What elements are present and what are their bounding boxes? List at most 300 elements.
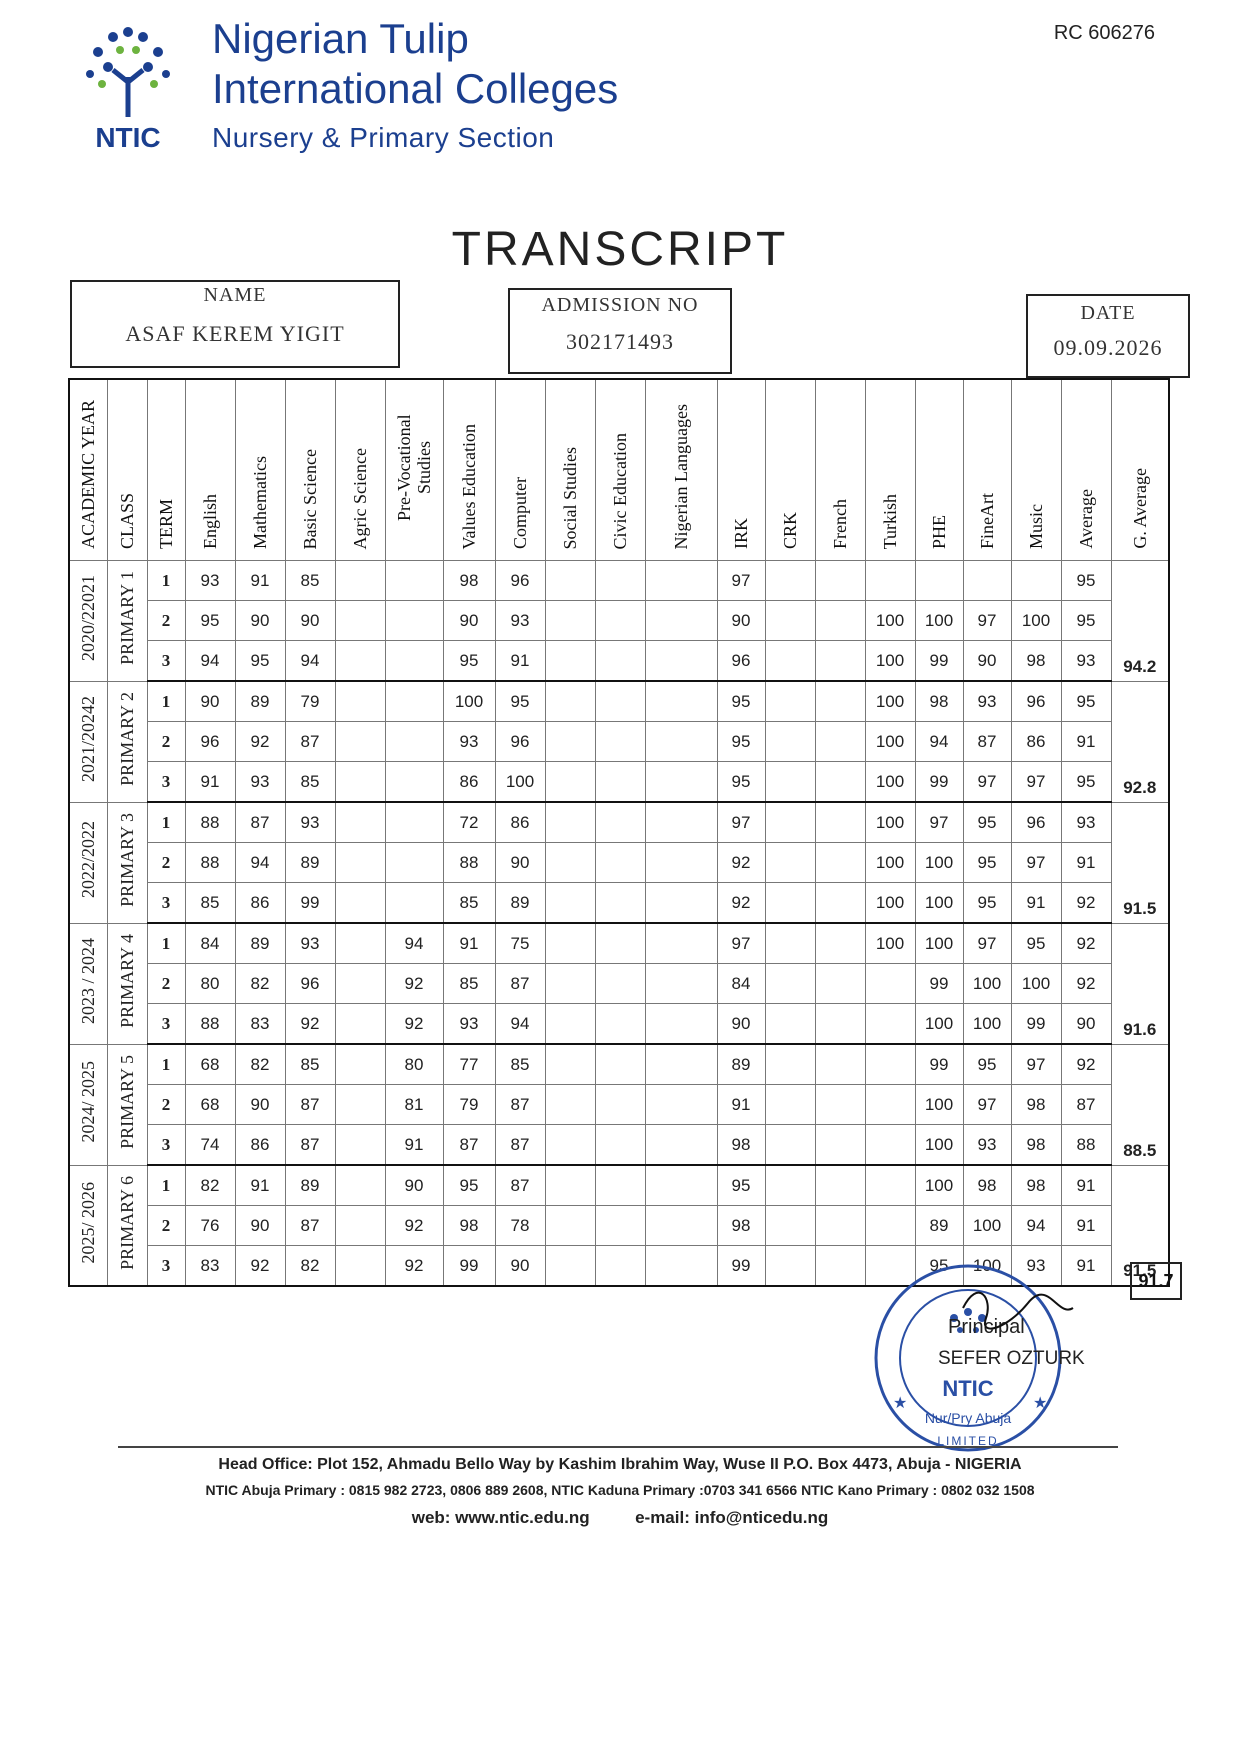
score-cell xyxy=(335,1125,385,1166)
score-cell xyxy=(865,1165,915,1206)
score-cell: 95 xyxy=(963,883,1011,924)
score-cell: 100 xyxy=(865,681,915,722)
score-cell: 88 xyxy=(185,843,235,883)
term-cell: 1 xyxy=(147,802,185,843)
column-header xyxy=(915,379,963,561)
score-cell: 88 xyxy=(443,843,495,883)
score-cell xyxy=(765,601,815,641)
score-cell: 92 xyxy=(1061,883,1111,924)
table-row xyxy=(69,923,1169,964)
column-header-label: CRK xyxy=(780,511,800,549)
column-header xyxy=(1061,379,1111,561)
score-cell xyxy=(545,1246,595,1287)
score-cell xyxy=(645,883,717,924)
grand-average-cell: 92.8 xyxy=(1111,681,1169,802)
score-cell: 98 xyxy=(915,681,963,722)
score-cell: 91 xyxy=(1061,722,1111,762)
class-name: PRIMARY 3 xyxy=(116,813,137,907)
column-header-label: Nigerian Languages xyxy=(671,403,691,549)
score-cell xyxy=(335,843,385,883)
score-cell: 100 xyxy=(915,843,963,883)
score-cell xyxy=(645,923,717,964)
score-cell: 91 xyxy=(235,561,285,601)
score-cell xyxy=(335,722,385,762)
term-cell: 1 xyxy=(147,1165,185,1206)
school-name xyxy=(212,14,618,114)
score-cell: 90 xyxy=(235,1085,285,1125)
score-cell: 98 xyxy=(963,1165,1011,1206)
score-cell: 100 xyxy=(865,802,915,843)
footer-web[interactable]: web: www.ntic.edu.ng xyxy=(411,1508,590,1527)
score-cell: 95 xyxy=(1061,762,1111,803)
score-cell xyxy=(545,601,595,641)
score-cell xyxy=(765,641,815,682)
score-cell: 91 xyxy=(185,762,235,803)
score-cell: 98 xyxy=(443,561,495,601)
score-cell xyxy=(815,802,865,843)
column-header xyxy=(717,379,765,561)
score-cell xyxy=(645,561,717,601)
signatory-role: Principal xyxy=(948,1316,1025,1338)
academic-year: 2023 / 2024 xyxy=(77,937,98,1024)
score-cell: 90 xyxy=(1061,1004,1111,1045)
transcript-date: 09.09.2026 xyxy=(1053,335,1163,360)
score-cell: 91 xyxy=(443,923,495,964)
score-cell: 95 xyxy=(963,843,1011,883)
score-cell: 96 xyxy=(495,561,545,601)
column-header-label: Social Studies xyxy=(560,446,580,549)
score-cell: 89 xyxy=(235,923,285,964)
score-cell: 93 xyxy=(285,802,335,843)
score-cell: 94 xyxy=(495,1004,545,1045)
column-header-label: ACADEMIC YEAR xyxy=(78,400,99,549)
score-cell: 94 xyxy=(285,641,335,682)
academic-year-cell xyxy=(69,681,107,802)
score-cell: 68 xyxy=(185,1044,235,1085)
score-cell: 97 xyxy=(717,802,765,843)
score-cell: 84 xyxy=(185,923,235,964)
score-cell: 80 xyxy=(185,964,235,1004)
score-cell xyxy=(865,1125,915,1166)
table-row xyxy=(69,1206,1169,1246)
column-header-label: Civic Education xyxy=(610,432,630,549)
score-cell: 98 xyxy=(1011,1085,1061,1125)
score-cell: 79 xyxy=(443,1085,495,1125)
score-cell: 92 xyxy=(385,1004,443,1045)
score-cell: 91 xyxy=(385,1125,443,1166)
score-cell: 100 xyxy=(865,722,915,762)
score-cell: 97 xyxy=(963,1085,1011,1125)
score-cell xyxy=(595,681,645,722)
score-cell: 93 xyxy=(443,722,495,762)
score-cell: 79 xyxy=(285,681,335,722)
score-cell: 98 xyxy=(443,1206,495,1246)
class-name: PRIMARY 4 xyxy=(116,934,137,1028)
score-cell: 99 xyxy=(915,762,963,803)
footer-email[interactable]: e-mail: info@nticedu.ng xyxy=(635,1508,829,1527)
score-cell: 99 xyxy=(915,641,963,682)
score-cell: 97 xyxy=(1011,843,1061,883)
score-cell xyxy=(815,1125,865,1166)
academic-year-cell xyxy=(69,802,107,923)
grand-average-cell: 88.5 xyxy=(1111,1044,1169,1165)
score-cell: 97 xyxy=(1011,762,1061,803)
score-cell: 86 xyxy=(495,802,545,843)
score-cell xyxy=(385,762,443,803)
score-cell: 85 xyxy=(443,964,495,1004)
score-cell: 93 xyxy=(185,561,235,601)
score-cell: 93 xyxy=(1011,1246,1061,1287)
score-cell: 89 xyxy=(495,883,545,924)
transcript-table xyxy=(68,378,1170,1287)
score-cell xyxy=(335,1044,385,1085)
score-cell: 100 xyxy=(443,681,495,722)
score-cell xyxy=(335,883,385,924)
score-cell xyxy=(595,1085,645,1125)
score-cell: 83 xyxy=(185,1246,235,1287)
score-cell: 89 xyxy=(285,1165,335,1206)
table-row xyxy=(69,1165,1169,1206)
score-cell: 68 xyxy=(185,1085,235,1125)
score-cell: 89 xyxy=(235,681,285,722)
score-cell: 98 xyxy=(717,1206,765,1246)
score-cell xyxy=(865,1044,915,1085)
score-cell xyxy=(645,1206,717,1246)
score-cell: 99 xyxy=(717,1246,765,1287)
score-cell: 95 xyxy=(963,1044,1011,1085)
score-cell: 85 xyxy=(443,883,495,924)
score-cell xyxy=(645,722,717,762)
score-cell xyxy=(595,843,645,883)
score-cell: 99 xyxy=(443,1246,495,1287)
score-cell xyxy=(335,641,385,682)
footer-address: Head Office: Plot 152, Ahmadu Bello Way by Kashim Ibrahim Way, Wuse II P.O. Box 4473, Abuja - NIGERIA xyxy=(218,1456,1022,1473)
table-row xyxy=(69,681,1169,722)
score-cell: 90 xyxy=(963,641,1011,682)
score-cell xyxy=(335,923,385,964)
score-cell: 95 xyxy=(443,641,495,682)
score-cell xyxy=(815,1165,865,1206)
score-cell xyxy=(545,1125,595,1166)
tulip-tree-icon xyxy=(78,22,178,122)
date-box xyxy=(1026,294,1190,378)
class-cell xyxy=(107,1044,147,1165)
score-cell: 93 xyxy=(963,681,1011,722)
score-cell: 87 xyxy=(495,964,545,1004)
term-cell: 1 xyxy=(147,681,185,722)
admission-label: ADMISSION NO xyxy=(541,294,699,316)
column-header-label: Basic Science xyxy=(300,448,320,549)
score-cell: 100 xyxy=(865,601,915,641)
score-cell xyxy=(335,1165,385,1206)
academic-year-cell xyxy=(69,561,107,682)
column-header-label: Computer xyxy=(510,477,530,549)
score-cell: 97 xyxy=(717,561,765,601)
official-stamp xyxy=(868,1258,1098,1458)
score-cell xyxy=(915,561,963,601)
score-cell xyxy=(545,1085,595,1125)
score-cell xyxy=(765,1085,815,1125)
score-cell xyxy=(765,1044,815,1085)
score-cell: 97 xyxy=(963,923,1011,964)
score-cell xyxy=(385,681,443,722)
column-header xyxy=(69,379,107,561)
score-cell: 97 xyxy=(915,802,963,843)
score-cell: 86 xyxy=(235,883,285,924)
score-cell xyxy=(963,561,1011,601)
admission-box xyxy=(508,288,732,374)
score-cell: 91 xyxy=(235,1165,285,1206)
score-cell xyxy=(545,1165,595,1206)
column-header xyxy=(815,379,865,561)
score-cell xyxy=(645,843,717,883)
score-cell: 100 xyxy=(963,1004,1011,1045)
column-header-label: CLASS xyxy=(117,492,137,549)
score-cell xyxy=(335,1004,385,1045)
column-header-label: Average xyxy=(1076,489,1096,549)
column-header-label: Agric Science xyxy=(350,447,370,549)
academic-year: 2022/2022 xyxy=(77,821,98,899)
score-cell xyxy=(335,681,385,722)
score-cell: 86 xyxy=(443,762,495,803)
footer-divider xyxy=(118,1446,1118,1448)
score-cell xyxy=(545,641,595,682)
score-cell xyxy=(385,722,443,762)
table-row xyxy=(69,802,1169,843)
svg-text:★: ★ xyxy=(1033,1395,1048,1412)
score-cell: 88 xyxy=(185,802,235,843)
header-row xyxy=(69,379,1169,561)
score-cell: 90 xyxy=(717,601,765,641)
score-cell xyxy=(815,843,865,883)
score-cell: 91 xyxy=(495,641,545,682)
score-cell: 81 xyxy=(385,1085,443,1125)
score-cell: 93 xyxy=(1061,802,1111,843)
score-cell: 92 xyxy=(285,1004,335,1045)
column-header-label: Pre-Vocational Studies xyxy=(394,414,434,521)
score-cell: 72 xyxy=(443,802,495,843)
score-cell: 96 xyxy=(1011,802,1061,843)
score-cell: 87 xyxy=(963,722,1011,762)
score-cell: 95 xyxy=(717,762,765,803)
column-header xyxy=(865,379,915,561)
score-cell xyxy=(765,1004,815,1045)
column-header xyxy=(645,379,717,561)
score-cell: 94 xyxy=(385,923,443,964)
column-header-label: IRK xyxy=(731,518,751,549)
signatory-name: SEFER OZTURK xyxy=(938,1348,1085,1369)
score-cell xyxy=(545,681,595,722)
table-row xyxy=(69,1125,1169,1166)
score-cell: 95 xyxy=(235,641,285,682)
score-cell: 98 xyxy=(717,1125,765,1166)
score-cell: 87 xyxy=(235,802,285,843)
score-cell: 92 xyxy=(1061,964,1111,1004)
academic-year-cell xyxy=(69,923,107,1044)
column-header xyxy=(443,379,495,561)
score-cell xyxy=(765,1125,815,1166)
score-cell xyxy=(545,802,595,843)
score-cell: 77 xyxy=(443,1044,495,1085)
score-cell: 96 xyxy=(1011,681,1061,722)
score-cell: 93 xyxy=(285,923,335,964)
score-cell: 100 xyxy=(963,964,1011,1004)
score-cell: 99 xyxy=(915,964,963,1004)
score-cell xyxy=(645,1125,717,1166)
score-cell xyxy=(595,802,645,843)
score-cell xyxy=(765,681,815,722)
score-cell: 91 xyxy=(1061,1165,1111,1206)
score-cell xyxy=(335,802,385,843)
table-row xyxy=(69,964,1169,1004)
class-cell xyxy=(107,802,147,923)
score-cell xyxy=(545,843,595,883)
score-cell: 85 xyxy=(185,883,235,924)
score-cell xyxy=(335,1246,385,1287)
score-cell: 92 xyxy=(235,1246,285,1287)
score-cell: 92 xyxy=(385,964,443,1004)
score-cell xyxy=(385,561,443,601)
score-cell: 85 xyxy=(285,762,335,803)
score-cell xyxy=(765,1246,815,1287)
school-name-line2: International Colleges xyxy=(212,65,619,112)
term-cell: 2 xyxy=(147,601,185,641)
column-header-label: English xyxy=(200,493,220,549)
score-cell xyxy=(595,561,645,601)
column-header-label: Mathematics xyxy=(250,456,270,549)
score-cell xyxy=(815,1004,865,1045)
score-cell xyxy=(815,601,865,641)
score-cell: 94 xyxy=(1011,1206,1061,1246)
score-cell: 100 xyxy=(865,762,915,803)
score-cell xyxy=(865,561,915,601)
table-row xyxy=(69,1004,1169,1045)
score-cell: 99 xyxy=(1011,1004,1061,1045)
score-cell: 98 xyxy=(1011,641,1061,682)
score-cell xyxy=(335,762,385,803)
score-cell: 84 xyxy=(717,964,765,1004)
score-cell: 91 xyxy=(1061,1206,1111,1246)
score-cell xyxy=(595,923,645,964)
column-header xyxy=(595,379,645,561)
score-cell xyxy=(765,802,815,843)
school-name-line1: Nigerian Tulip xyxy=(212,15,469,62)
date-label: DATE xyxy=(1080,302,1136,324)
score-cell xyxy=(645,1165,717,1206)
score-cell: 97 xyxy=(963,601,1011,641)
score-cell xyxy=(865,1004,915,1045)
term-cell: 1 xyxy=(147,1044,185,1085)
term-cell: 3 xyxy=(147,762,185,803)
grand-average-cell: 91.5 xyxy=(1111,802,1169,923)
score-cell: 74 xyxy=(185,1125,235,1166)
score-cell: 86 xyxy=(235,1125,285,1166)
score-cell xyxy=(765,1206,815,1246)
score-cell: 100 xyxy=(915,1125,963,1166)
rc-number: RC 606276 xyxy=(1053,22,1155,44)
term-cell: 1 xyxy=(147,923,185,964)
score-cell xyxy=(815,1206,865,1246)
footer-phones: NTIC Abuja Primary : 0815 982 2723, 0806 889 2608, NTIC Kaduna Primary :0703 341 6566 NTIC Kano Primary : 0802 032 1508 xyxy=(205,1482,1035,1498)
score-cell: 96 xyxy=(717,641,765,682)
score-cell: 97 xyxy=(717,923,765,964)
score-cell xyxy=(595,762,645,803)
score-cell: 82 xyxy=(185,1165,235,1206)
score-cell: 95 xyxy=(963,802,1011,843)
score-cell: 90 xyxy=(185,681,235,722)
score-cell: 92 xyxy=(1061,923,1111,964)
score-cell xyxy=(385,802,443,843)
score-cell: 100 xyxy=(915,1004,963,1045)
score-cell xyxy=(765,561,815,601)
score-cell: 87 xyxy=(285,1206,335,1246)
score-cell: 90 xyxy=(443,601,495,641)
score-cell: 87 xyxy=(285,722,335,762)
score-cell xyxy=(545,1044,595,1085)
grand-average-cell: 94.2 xyxy=(1111,561,1169,682)
score-cell: 100 xyxy=(865,883,915,924)
academic-year-cell xyxy=(69,1165,107,1286)
column-header xyxy=(495,379,545,561)
score-cell xyxy=(765,883,815,924)
table-row xyxy=(69,883,1169,924)
score-cell xyxy=(645,1004,717,1045)
score-cell: 96 xyxy=(285,964,335,1004)
score-cell: 100 xyxy=(1011,601,1061,641)
score-cell: 88 xyxy=(185,1004,235,1045)
score-cell xyxy=(765,843,815,883)
score-cell: 100 xyxy=(865,923,915,964)
score-cell: 100 xyxy=(915,883,963,924)
score-cell xyxy=(545,762,595,803)
score-cell xyxy=(865,1206,915,1246)
score-cell: 91 xyxy=(717,1085,765,1125)
score-cell: 91 xyxy=(1011,883,1061,924)
score-cell xyxy=(865,1085,915,1125)
score-cell: 100 xyxy=(915,1165,963,1206)
academic-year: 2025/ 2026 xyxy=(77,1181,98,1264)
score-cell: 85 xyxy=(285,561,335,601)
column-header xyxy=(285,379,335,561)
score-cell: 95 xyxy=(1061,681,1111,722)
table-row xyxy=(69,1044,1169,1085)
term-cell: 2 xyxy=(147,964,185,1004)
document-title: TRANSCRIPT xyxy=(451,223,789,276)
score-cell xyxy=(545,722,595,762)
column-header xyxy=(185,379,235,561)
score-cell xyxy=(645,1085,717,1125)
score-cell xyxy=(385,883,443,924)
class-name: PRIMARY 6 xyxy=(116,1175,137,1270)
score-cell: 93 xyxy=(495,601,545,641)
score-cell xyxy=(595,1004,645,1045)
score-cell: 90 xyxy=(235,1206,285,1246)
term-cell: 2 xyxy=(147,1085,185,1125)
score-cell xyxy=(595,1165,645,1206)
score-cell: 100 xyxy=(1011,964,1061,1004)
score-cell: 89 xyxy=(285,843,335,883)
column-header xyxy=(147,379,185,561)
score-cell xyxy=(815,722,865,762)
score-cell: 90 xyxy=(717,1004,765,1045)
score-cell: 94 xyxy=(915,722,963,762)
score-cell: 95 xyxy=(717,1165,765,1206)
score-cell: 89 xyxy=(915,1206,963,1246)
score-cell: 91 xyxy=(1061,843,1111,883)
column-header xyxy=(235,379,285,561)
score-cell: 95 xyxy=(443,1165,495,1206)
score-cell: 95 xyxy=(717,722,765,762)
